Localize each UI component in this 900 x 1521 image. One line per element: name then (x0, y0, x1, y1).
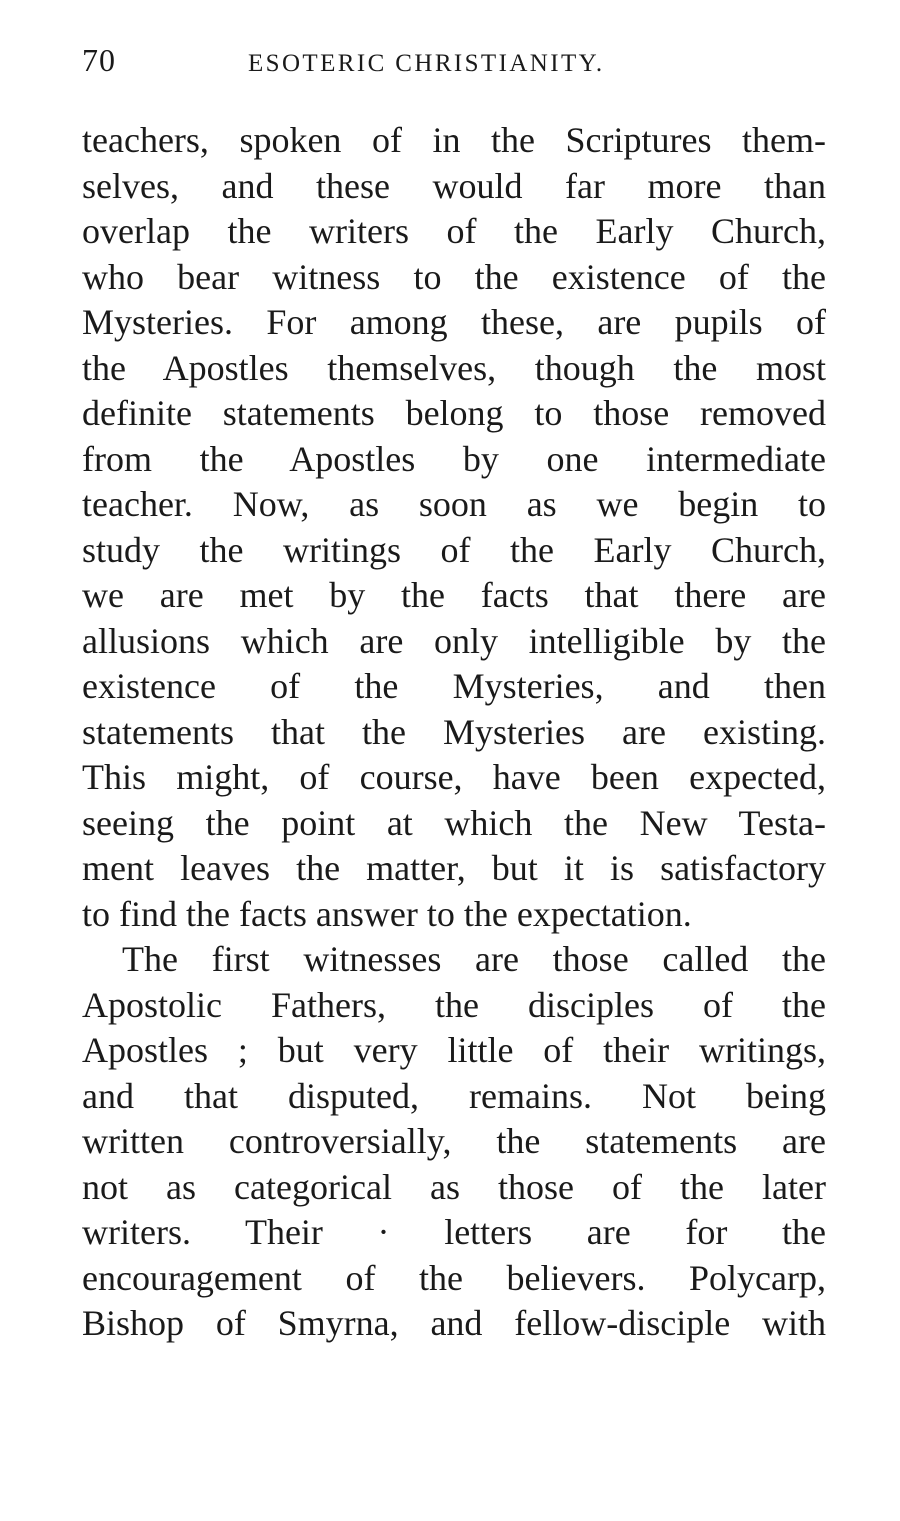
text-line: definite statements belong to those removed (82, 393, 826, 433)
text-line: writers. Their · letters are for the (82, 1212, 826, 1252)
text-line: the Apostles themselves, though the most (82, 347, 826, 388)
text-line: we are met by the facts that there are (82, 575, 826, 615)
book-title: ESOTERIC CHRISTIANITY. (248, 50, 605, 77)
paragraph-start-line: The first witnesses are those called the (122, 939, 826, 979)
text-line: overlap the writers of the Early Church, (82, 211, 826, 251)
text-line: Bishop of Smyrna, and fellow-disciple with (82, 1303, 826, 1343)
text-line: existence of the Mysteries, and then (82, 666, 826, 706)
text-line: statements that the Mysteries are existing. (82, 711, 826, 752)
text-line: teachers, spoken of in the Scriptures them- (82, 120, 826, 160)
text-line: study the writings of the Early Church, (82, 529, 826, 570)
paragraph-end-line: to find the facts answer to the expectation. (82, 893, 692, 934)
text-line: encouragement of the believers. Polycarp, (82, 1257, 826, 1298)
text-line: written controversially, the statements are (82, 1121, 826, 1161)
text-line: from the Apostles by one intermediate (82, 438, 826, 479)
text-line: ment leaves the matter, but it is satisfactory (82, 848, 826, 888)
text-line: who bear witness to the existence of the (82, 256, 826, 297)
text-line: Apostles ; but very little of their writings, (82, 1030, 826, 1070)
page-number: 70 (82, 42, 116, 78)
text-line: Apostolic Fathers, the disciples of the (82, 984, 826, 1025)
body-text (82, 118, 826, 1347)
text-line: and that disputed, remains. Not being (82, 1075, 826, 1116)
running-head (82, 42, 826, 82)
text-line: allusions which are only intelligible by the (82, 620, 826, 661)
text-line: not as categorical as those of the later (82, 1166, 826, 1207)
text-line: seeing the point at which the New Testa- (82, 802, 826, 843)
text-line: selves, and these would far more than (82, 165, 826, 206)
text-line: teacher. Now, as soon as we begin to (82, 484, 826, 524)
text-line: Mysteries. For among these, are pupils of (82, 302, 826, 342)
text-line: This might, of course, have been expected, (82, 757, 826, 797)
